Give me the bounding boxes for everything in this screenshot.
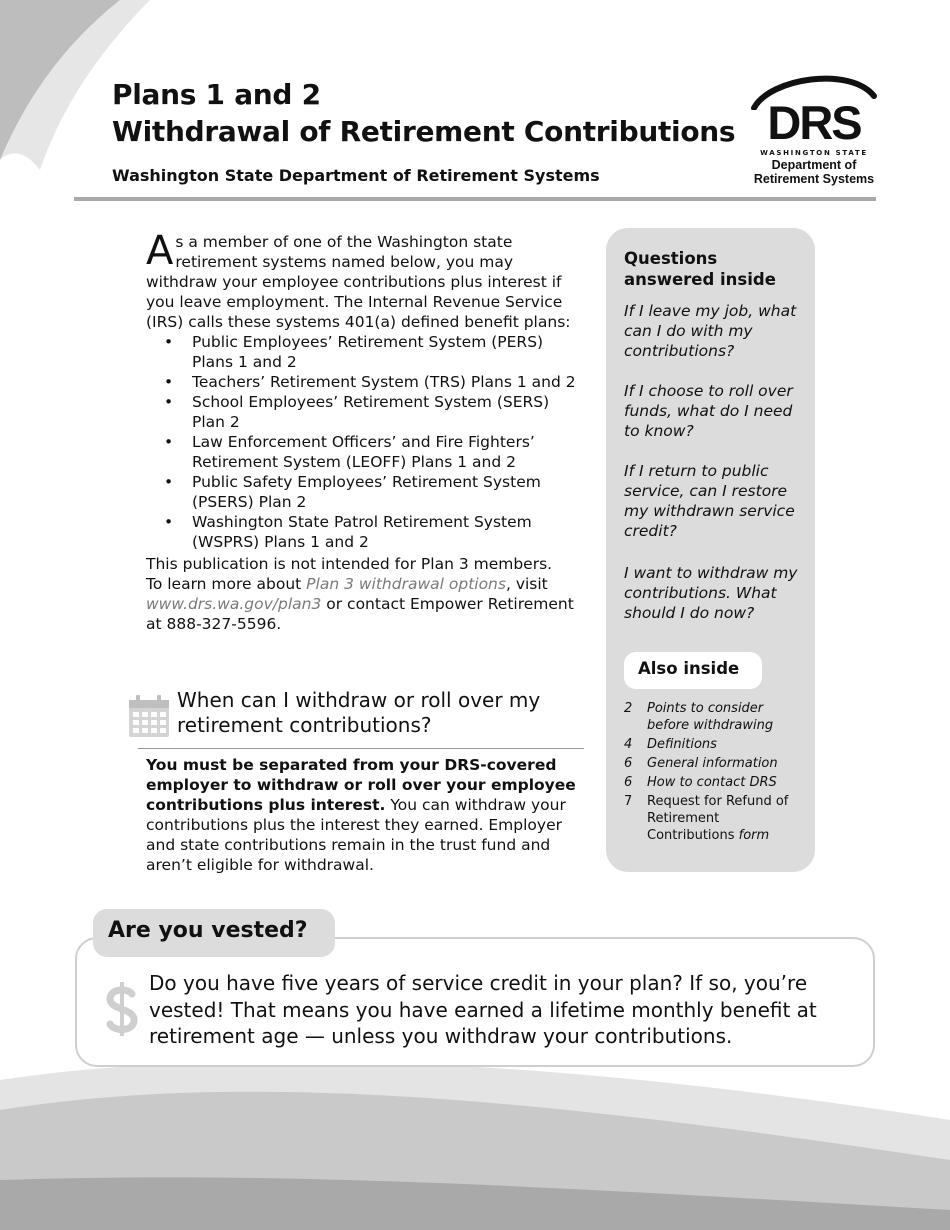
drop-cap: A — [146, 228, 174, 274]
toc-item: 7 Request for Refund of Retirement Contributions form — [624, 794, 789, 843]
background-swoosh-bottom — [0, 1040, 950, 1230]
question-item: If I choose to roll over funds, what do I need to know? — [624, 382, 793, 440]
also-inside-heading: Also inside — [638, 659, 740, 678]
withdraw-section-body: You must be separated from your DRS-covered employer to withdraw or roll over your employee contributions plus interest. You can withdraw your contributions plus the interest they earned. Employer and state contributions remain in the trust fund and aren’t eligible for withdrawal. — [146, 756, 576, 874]
plan3-note: This publication is not intended for Plan 3 members. To learn more about Plan 3 withdrawal options, visit www.drs.wa.gov/plan3 or contact Empower Retirement at 888-327-5596. — [146, 555, 574, 633]
drs-logo — [748, 70, 880, 190]
section-divider — [138, 748, 584, 749]
toc-item: 4 Definitions — [624, 737, 717, 752]
intro-section — [146, 228, 586, 552]
logo-state: WASHINGTON STATE — [760, 149, 868, 157]
logo-mark: DRS — [767, 96, 861, 149]
list-item: • School Employees’ Retirement System (SERS) Plan 2 — [146, 392, 586, 432]
plan3-url-link[interactable]: www.drs.wa.gov/plan3 — [146, 595, 322, 613]
retirement-systems-list — [146, 332, 586, 552]
page-title-line1: Plans 1 and 2 — [112, 78, 321, 111]
withdraw-section-heading: When can I withdraw or roll over my retirement contributions? — [177, 688, 541, 737]
logo-text-line2: Retirement Systems — [753, 172, 875, 186]
plan3-options-link[interactable]: Plan 3 withdrawal options — [306, 575, 506, 593]
list-item: • Teachers’ Retirement System (TRS) Plans 1 and 2 — [146, 372, 586, 392]
questions-heading: Questions answered inside — [624, 249, 776, 289]
toc-item: 2 Points to consider before withdrawing — [624, 701, 774, 733]
vested-heading: Are you vested? — [108, 918, 308, 943]
list-item: • Washington State Patrol Retirement System (WSPRS) Plans 1 and 2 — [146, 512, 586, 552]
header-divider — [74, 197, 876, 201]
question-item: If I return to public service, can I restore my withdrawn service credit? — [624, 462, 795, 540]
intro-paragraph: As a member of one of the Washington state retirement systems named below, you may withdraw your employee contributions plus interest if you leave employment. The Internal Revenue Service (IRS) calls these systems 401(a) defined benefit plans: — [146, 228, 571, 331]
toc-item: 6 How to contact DRS — [624, 775, 777, 790]
calendar-icon — [128, 694, 170, 738]
toc-item: 6 General information — [624, 756, 778, 771]
dollar-sign-icon — [102, 980, 142, 1038]
page-title-line2: Withdrawal of Retirement Contributions — [112, 115, 736, 148]
page-subtitle: Washington State Department of Retirement Systems — [112, 166, 600, 185]
question-item: If I leave my job, what can I do with my contributions? — [624, 302, 797, 360]
also-inside-list — [624, 700, 804, 846]
vested-text: Do you have five years of service credit in your plan? If so, you’re vested! That means you have earned a lifetime monthly benefit at retirement age — unless you withdraw your contributions. — [149, 971, 817, 1048]
question-item: I want to withdraw my contributions. What should I do now? — [624, 564, 798, 622]
list-item: • Public Employees’ Retirement System (PERS) Plans 1 and 2 — [146, 332, 586, 372]
list-item: • Public Safety Employees’ Retirement System (PSERS) Plan 2 — [146, 472, 586, 512]
logo-text-line1: Department of — [771, 158, 857, 172]
list-item: • Law Enforcement Officers’ and Fire Fighters’ Retirement System (LEOFF) Plans 1 and 2 — [146, 432, 586, 472]
